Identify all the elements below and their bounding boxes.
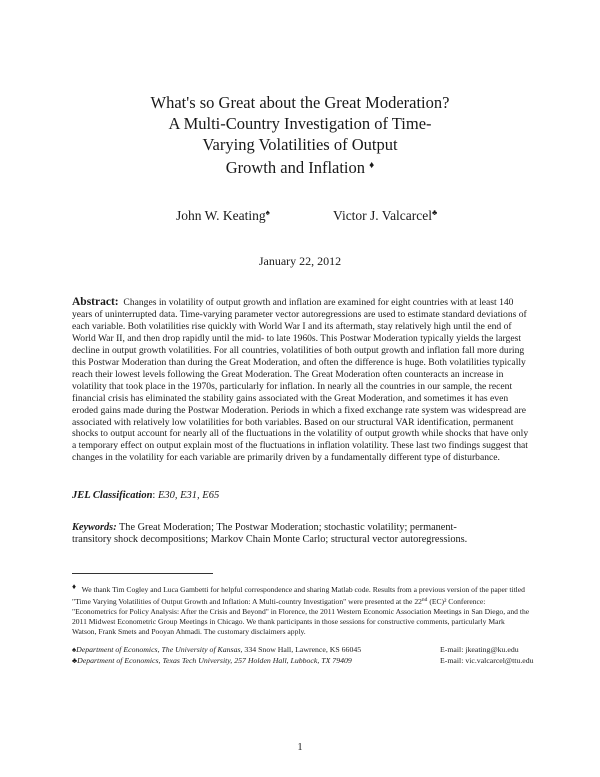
affiliation-address: 334 Snow Hall, Lawrence, KS 66045 — [242, 645, 362, 654]
affiliation-dept: Department of Economics, The University of Kansas, — [76, 645, 243, 654]
abstract-label: Abstract: — [72, 296, 119, 308]
author-name: John W. Keating — [176, 208, 266, 223]
affiliation-keating — [72, 645, 530, 654]
abstract-text: Changes in volatility of output growth and inflation are examined for eight countries with at least 140 years of uninterrupted data. Time-varying parameter vector autoregressions are used to estimate standard deviations of each variable. Both volatilities rise quickly with World War I and its aftermath, stay relatively high until the end of World War II, and then drop rapidly until the mid- to late 1960s. This Postwar Moderation typically yields the largest decline in output growth volatilities. For all countries, volatilities of both output growth and inflation fall more during this Postwar Moderation than during the Great Moderation, and often the difference is huge. Both volatilities typically reach their lowest levels following the Great Moderation. The Great Moderation often counteracts an increase in volatility that took place in the 1970s, particularly for inflation. In nearly all the countries in our sample, the recent financial crisis has eliminated the stability gains associated with the Great Moderation, and sometimes it has even eroded gains made during the Postwar Moderation. Periods in which a fixed exchange rate system was widespread are associated with relatively low volatilities for both variables. Based on our structural VAR identification, permanent shocks to output account for nearly all of the fluctuations in the volatility of output growth while shocks that have only a temporary effect on output explain most of the fluctuations in inflation volatility. These last two findings suggest that changes in the volatility for each variable are primarily driven by a fundamentally different type of disturbance. — [72, 297, 529, 464]
paper-title — [0, 92, 600, 178]
author-valcarcel — [333, 208, 437, 224]
title-footnote-mark: ♦ — [369, 160, 375, 171]
affiliation-email: E-mail: vic.valcarcel@ttu.edu — [440, 656, 534, 665]
footnote-superscript: nd — [421, 597, 428, 603]
title-line-1: What's so Great about the Great Moderation? — [150, 93, 450, 112]
jel-classification: JEL Classification: E30, E31, E65 — [72, 490, 220, 501]
affiliation-email: E-mail: jkeating@ku.edu — [440, 645, 519, 654]
keywords — [72, 522, 492, 546]
author-keating — [176, 208, 270, 224]
title-line-3: Varying Volatilities of Output — [202, 135, 398, 154]
abstract — [72, 297, 530, 464]
affiliation-dept: Department of Economics, Texas Tech University, 257 Holden Hall, Lubbock, TX 79409 — [77, 656, 352, 665]
jel-label: JEL Classification — [72, 490, 153, 501]
author-mark: ♠ — [265, 208, 270, 217]
jel-codes: E30, E31, E65 — [157, 490, 220, 501]
footnote-mark: ♦ — [72, 582, 77, 591]
affiliation-mark: ♣ — [72, 656, 78, 665]
author-name: Victor J. Valcarcel — [333, 208, 433, 223]
author-mark: ♣ — [432, 208, 438, 217]
paper-date: January 22, 2012 — [258, 254, 342, 268]
affiliation-mark: ♠ — [72, 645, 77, 654]
title-line-2: A Multi-Country Investigation of Time- — [168, 114, 432, 133]
keywords-text: The Great Moderation; The Postwar Moderation; stochastic volatility; permanent-transitory shock decompositions; Markov Chain Monte Carlo; structural vector autoregressions. — [72, 522, 468, 546]
page-number: 1 — [297, 742, 303, 753]
title-line-4-text: Growth and Inflation — [225, 158, 366, 177]
footnote — [72, 582, 530, 637]
author-list — [0, 208, 600, 228]
title-line-4 — [0, 155, 600, 178]
keywords-label: Keywords: — [72, 522, 117, 533]
footnote-text-2: (EC)² Conference: "Econometrics for Policy Analysis: After the Crisis and Beyond" in Florence, the 2011 Western Economic Association Meetings in San Diego, and the 2011 Midwest Econometric Group Meetings in Chicago. We thank participants in those sessions for constructive comments, particularly Mark Watson, Frank Smets and Pooyan Ahmadi. The customary disclaimers apply. — [72, 597, 530, 636]
footnote-text-1: We thank Tim Cogley and Luca Gambetti for helpful correspondence and sharing Matlab code. Results from a previous version of the paper titled "Time Varying Volatilities of Output Growth and Inflation: A Multi-country Investigation" were presented at the 22 — [72, 585, 525, 606]
footnote-separator — [72, 573, 213, 574]
affiliation-valcarcel — [72, 656, 534, 665]
